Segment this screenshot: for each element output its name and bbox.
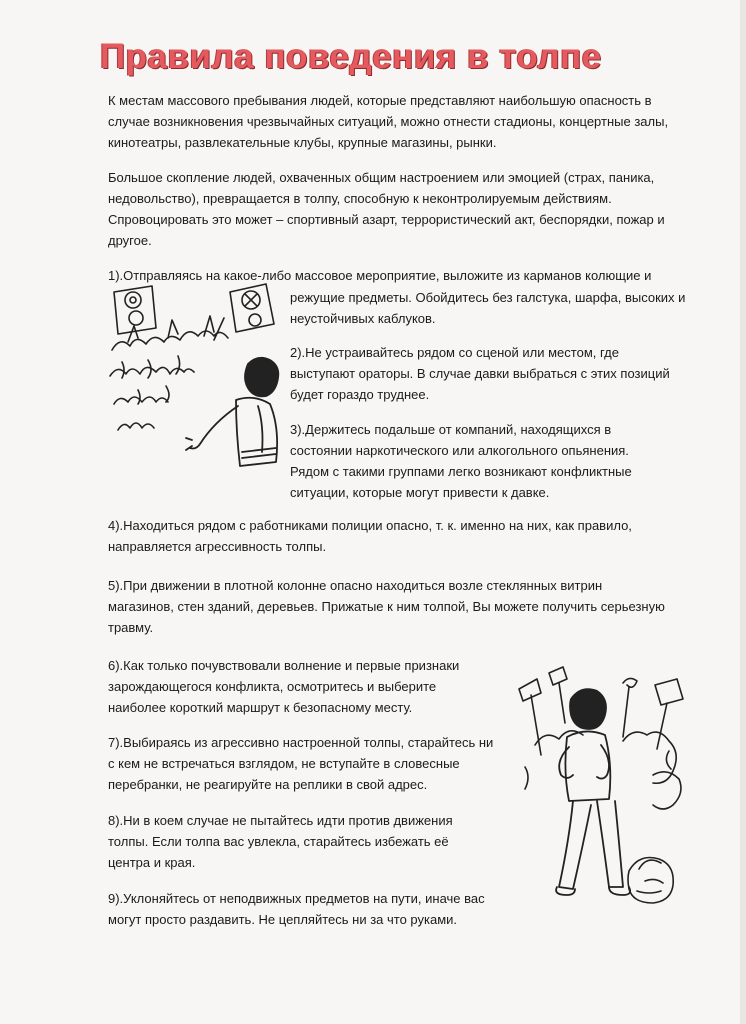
crowd-at-concert-illustration [108,280,288,475]
rule-1-first-line: 1).Отправляясь на какое-либо массовое мероприятие, выложите из карманов колющие и [108,268,652,283]
intro-paragraph-1: К местам массового пребывания людей, которые представляют наибольшую опасность в случае возникновения чрезвычайных ситуаций, можно отнести стадионы, концертные залы, кинотеатры, развлекательные клубы, крупные магазины, рынки. [108,93,669,150]
page-title: Правила поведения в толпе [100,37,602,77]
rule-7: 7).Выбираясь из агрессивно настроенной толпы, старайтесь ни с кем не встречаться взглядом, не вступайте в словесные перебранки, не реагируйте на реплики в свой адрес. [108,735,494,792]
rule-2: 2).Не устраивайтесь рядом со сценой или местом, где выступают ораторы. В случае давки выбраться с этих позиций будет гораздо труднее. [290,345,670,402]
page-edge [740,0,746,1024]
rule-3: 3).Держитесь подальше от компаний, находящихся в состоянии наркотического или алкогольного опьянения. Рядом с такими группами легко возникают конфликтные ситуации, которые могут привести к давке. [290,422,632,500]
rule-5: 5).При движении в плотной колонне опасно находиться возле стеклянных витрин магазинов, стен зданий, деревьев. Прижатые к ним толпой, Вы можете получить серьезную травму. [108,578,665,635]
person-figure [556,689,630,895]
person-escaping-crowd-illustration [505,655,710,925]
rule-1-continued: режущие предметы. Обойдитесь без галстука, шарфа, высоких и неустойчивых каблуков. [290,290,686,326]
rule-6: 6).Как только почувствовали волнение и первые признаки зарождающегося конфликта, осмотритесь и выберите наиболее короткий маршрут к безопасному месту. [108,658,460,715]
backpack-icon [628,858,673,904]
rule-8: 8).Ни в коем случае не пытайтесь идти против движения толпы. Если толпа вас увлекла, старайтесь избежать её центра и края. [108,813,453,870]
speaker-right-icon [230,284,274,332]
intro-paragraph-2: Большое скопление людей, охваченных общим настроением или эмоцией (страх, паника, недовольство), превращается в толпу, способную к неконтролируемым действиям. Спровоцировать это может – спортивный азарт, террористический акт, беспорядки, пожар и другое. [108,170,665,248]
person-figure [186,358,278,466]
rule-9: 9).Уклоняйтесь от неподвижных предметов на пути, иначе вас могут просто раздавить. Не цепляйтесь ни за что руками. [108,891,485,927]
rule-4: 4).Находиться рядом с работниками полиции опасно, т. к. именно на них, как правило, направляется агрессивность толпы. [108,518,632,554]
